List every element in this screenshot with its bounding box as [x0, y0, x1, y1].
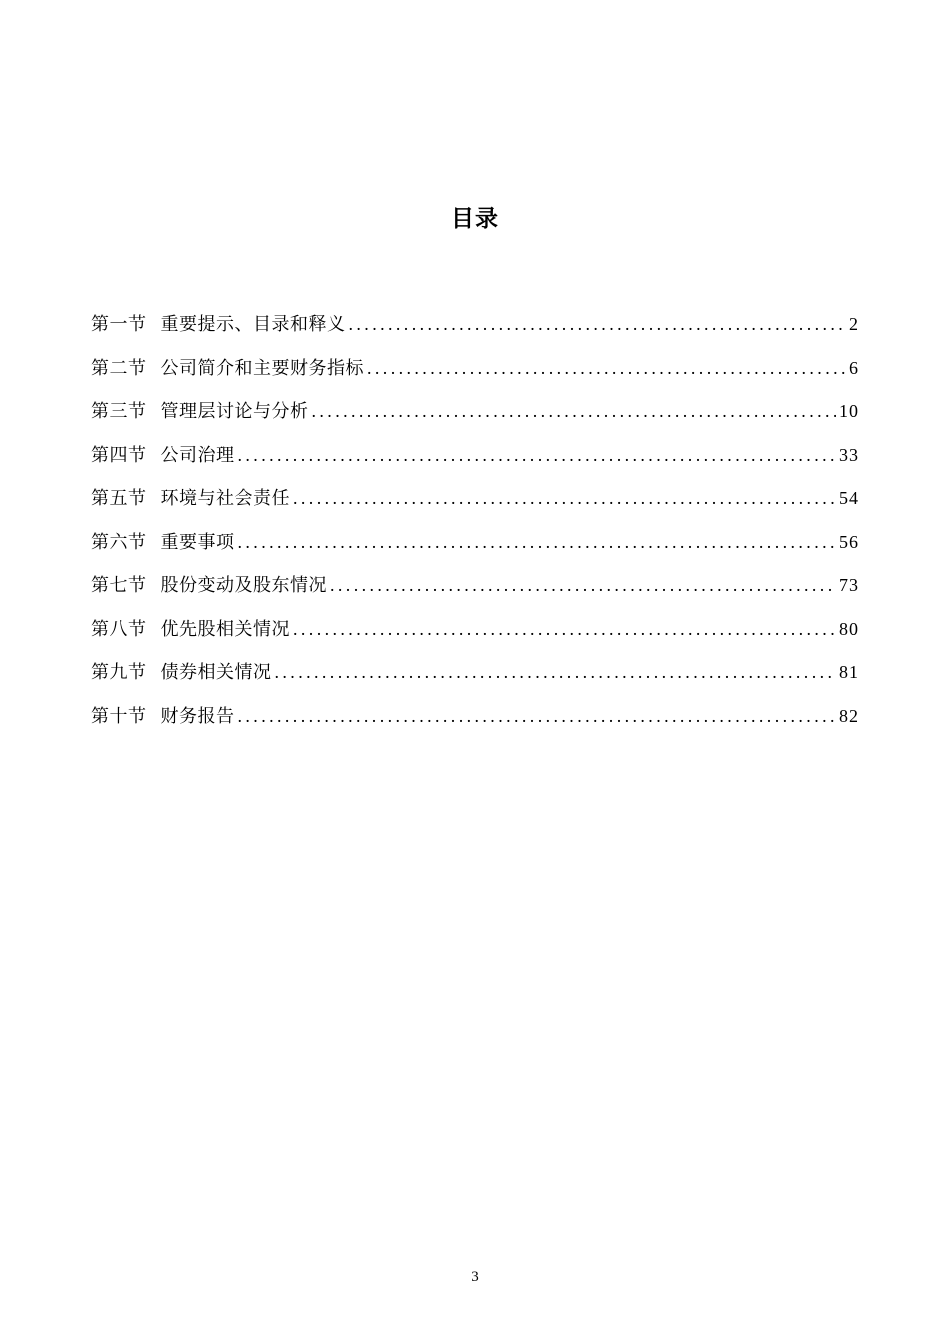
toc-entry[interactable] [91, 655, 859, 699]
toc-dot-leader [238, 525, 837, 559]
toc-entry[interactable] [91, 568, 859, 612]
toc-entry-title: 优先股相关情况 [160, 618, 290, 640]
toc-section-label: 第三节 [91, 401, 147, 422]
toc-section-label: 第八节 [91, 618, 147, 640]
toc-section-label: 第五节 [91, 488, 147, 509]
toc-entry-title: 公司治理 [160, 444, 235, 466]
toc-dot-leader [330, 568, 836, 602]
toc-dot-leader [312, 394, 837, 428]
toc-dot-leader [238, 699, 837, 733]
toc-entry[interactable] [91, 525, 859, 569]
toc-entry[interactable] [91, 307, 859, 351]
toc-section-label: 第七节 [91, 575, 147, 596]
toc-section-label: 第一节 [91, 314, 147, 335]
toc-page-number: 33 [839, 444, 859, 465]
toc-entry[interactable] [91, 394, 859, 438]
toc-entry-title: 重要事项 [160, 531, 235, 553]
toc-entry[interactable] [91, 351, 859, 395]
toc-dot-leader [293, 612, 836, 646]
page-title: 目录 [451, 206, 499, 232]
toc-section-label: 第四节 [91, 444, 147, 466]
toc-page-number: 82 [839, 705, 859, 726]
toc-page-number: 73 [839, 575, 859, 595]
toc-entry-title: 公司简介和主要财务指标 [160, 357, 364, 379]
toc-entry-title: 管理层讨论与分析 [160, 401, 309, 422]
page-number: 3 [471, 1269, 479, 1285]
toc-entry-title: 环境与社会责任 [160, 488, 290, 509]
toc-entry-title: 财务报告 [160, 705, 235, 727]
toc-page-number: 6 [849, 357, 859, 378]
toc-section-label: 第十节 [91, 705, 147, 727]
toc-dot-leader [367, 351, 846, 385]
toc-page-number: 54 [839, 488, 859, 508]
toc-page-number: 10 [839, 401, 859, 421]
toc-entry[interactable] [91, 612, 859, 656]
toc-dot-leader [349, 307, 847, 341]
toc-entry-title: 重要提示、目录和释义 [160, 314, 346, 335]
toc-page-number: 81 [839, 662, 859, 682]
toc-dot-leader [238, 438, 837, 472]
toc-section-label: 第九节 [91, 662, 147, 683]
toc-entry[interactable] [91, 438, 859, 482]
toc-dot-leader [293, 481, 836, 515]
toc-page-number: 2 [849, 314, 859, 334]
toc-entry-title: 债券相关情况 [160, 662, 272, 683]
toc-section-label: 第六节 [91, 531, 147, 553]
table-of-contents [91, 307, 859, 742]
toc-page-number: 56 [839, 531, 859, 552]
toc-entry[interactable] [91, 699, 859, 743]
toc-section-label: 第二节 [91, 357, 147, 379]
toc-entry[interactable] [91, 481, 859, 525]
toc-page-number: 80 [839, 618, 859, 639]
toc-dot-leader [275, 655, 837, 689]
toc-entry-title: 股份变动及股东情况 [160, 575, 327, 596]
